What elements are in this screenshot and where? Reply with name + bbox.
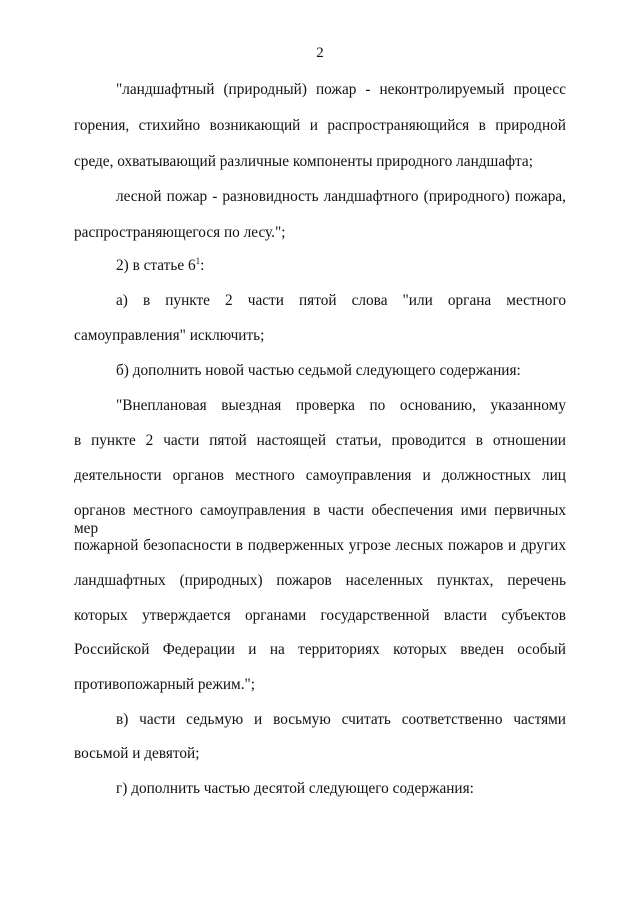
paragraph-line xyxy=(116,257,566,275)
page-number: 2 xyxy=(316,45,324,61)
paragraph-line: г) дополнить частью десятой следующего содержания: xyxy=(116,780,474,797)
paragraph-line: ландшафтных (природных) пожаров населенных пунктах, перечень xyxy=(74,572,566,589)
paragraph-line: "ландшафтный (природный) пожар - неконтролируемый процесс xyxy=(116,81,566,98)
paragraph-line: которых утверждается органами государственной власти субъектов xyxy=(74,607,566,624)
paragraph-line: самоуправления" исключить; xyxy=(74,327,265,344)
article-reference-text: 2) в статье 6 xyxy=(116,257,196,274)
paragraph-line: противопожарный режим."; xyxy=(74,676,256,693)
paragraph-line: лесной пожар - разновидность ландшафтного (природного) пожара, xyxy=(116,188,566,205)
article-reference-colon: : xyxy=(200,257,205,274)
paragraph-line: деятельности органов местного самоуправления и должностных лиц xyxy=(74,467,566,484)
paragraph-line: восьмой и девятой; xyxy=(74,745,200,762)
paragraph-line: б) дополнить новой частью седьмой следующего содержания: xyxy=(116,362,521,379)
paragraph-line: среде, охватывающий различные компоненты природного ландшафта; xyxy=(74,153,533,170)
paragraph-line: Российской Федерации и на территориях которых введен особый xyxy=(74,641,566,658)
paragraph-line: в) части седьмую и восьмую считать соответственно частями xyxy=(116,711,566,728)
paragraph-line: распространяющегося по лесу."; xyxy=(74,224,286,241)
paragraph-line: горения, стихийно возникающий и распространяющийся в природной xyxy=(74,117,566,134)
paragraph-line: а) в пункте 2 части пятой слова "или органа местного xyxy=(116,292,566,309)
article-superscript: 1 xyxy=(195,256,201,266)
paragraph-line: в пункте 2 части пятой настоящей статьи, проводится в отношении xyxy=(74,432,566,449)
paragraph-line: пожарной безопасности в подверженных угрозе лесных пожаров и других xyxy=(74,537,566,554)
paragraph-line: органов местного самоуправления в части обеспечения ими первичных мер xyxy=(74,502,566,537)
paragraph-line: "Внеплановая выездная проверка по основанию, указанному xyxy=(116,397,566,414)
